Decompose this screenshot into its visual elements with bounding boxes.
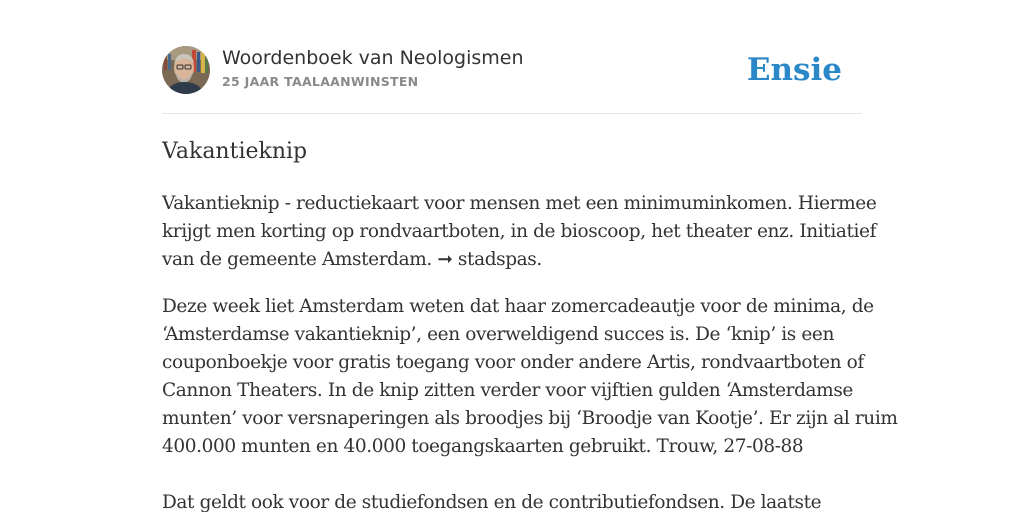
quote-paragraph <box>162 489 867 512</box>
page-title: Vakantieknip <box>162 139 308 164</box>
avatar-photo-icon <box>162 46 210 94</box>
header-divider <box>162 113 862 114</box>
definition-line: van de gemeente Amsterdam. ➞ stadspas. <box>162 249 542 270</box>
quote-line: Cannon Theaters. In de knip zitten verder voor vijftien gulden ‘Amsterdamse <box>162 380 853 401</box>
quote-line: munten’ voor versnaperingen als broodjes bij ‘Broodje van Kootje’. Er zijn al ruim <box>162 408 898 429</box>
author-avatar[interactable] <box>162 46 210 94</box>
author-name[interactable]: Woordenboek van Neologismen <box>222 47 524 69</box>
definition-line: krijgt men korting op rondvaartboten, in de bioscoop, het theater enz. Initiatief <box>162 221 877 242</box>
quote-line: Dat geldt ook voor de studiefondsen en de contributiefondsen. De laatste <box>162 492 822 512</box>
quote-line: Deze week liet Amsterdam weten dat haar zomercadeautje voor de minima, de <box>162 296 874 317</box>
header <box>162 46 862 96</box>
quote-line: ‘Amsterdamse vakantieknip’, een overweldigend succes is. De ‘knip’ is een <box>162 324 834 345</box>
definition-paragraph <box>162 190 877 274</box>
definition-line: Vakantieknip - reductiekaart voor mensen met een minimuminkomen. Hiermee <box>162 193 877 214</box>
quote-line: 400.000 munten en 40.000 toegangskaarten gebruikt. Trouw, 27-08-88 <box>162 436 804 457</box>
article <box>162 135 898 512</box>
brand-logo[interactable]: Ensie <box>746 52 842 88</box>
author-subtitle: 25 JAAR TAALAANWINSTEN <box>222 74 419 89</box>
quote-paragraph <box>162 293 898 461</box>
quote-line: couponboekje voor gratis toegang voor onder andere Artis, rondvaartboten of <box>162 352 864 373</box>
